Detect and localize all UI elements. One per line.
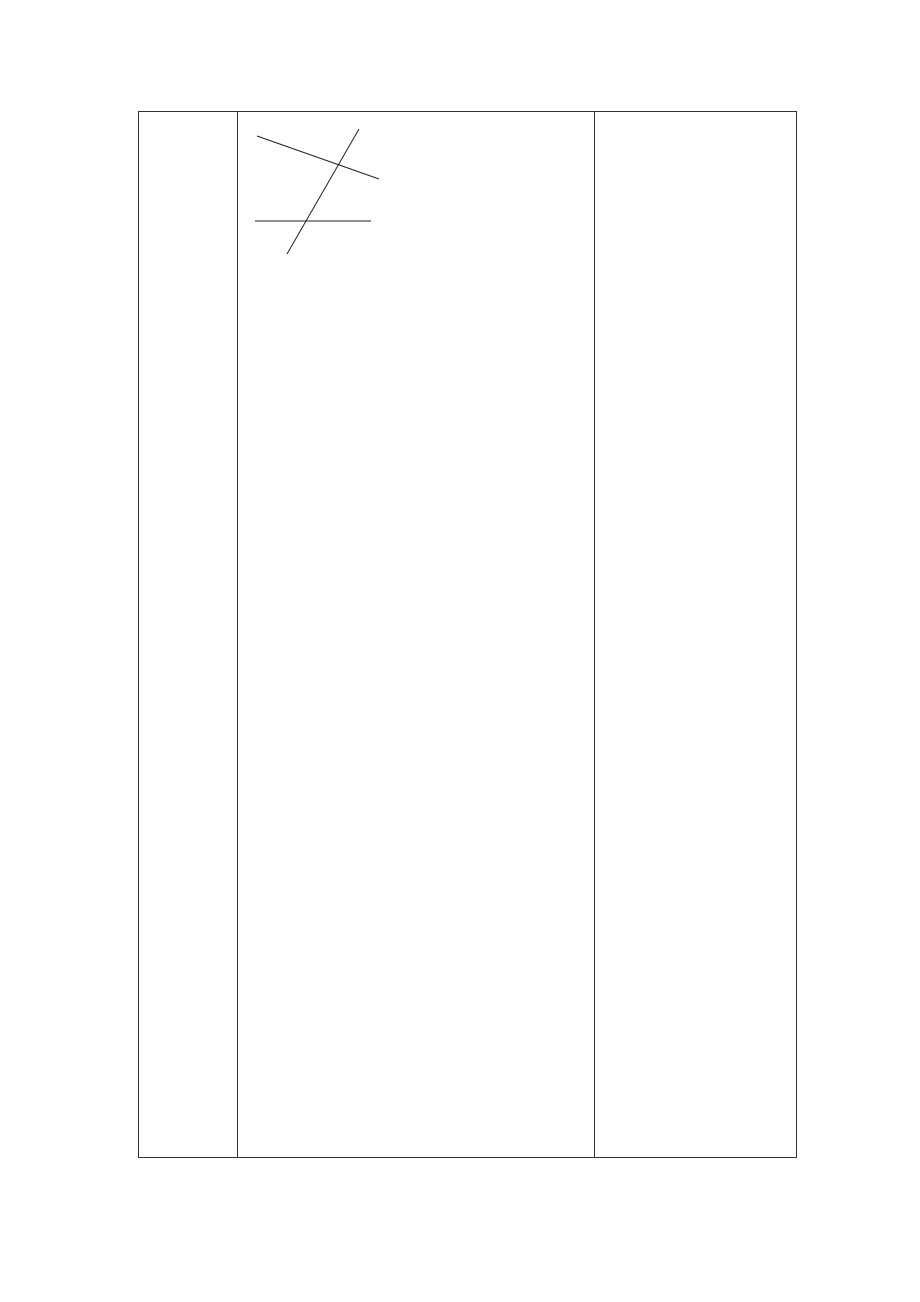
parallel-lines-diagram	[247, 116, 587, 266]
content-column	[238, 112, 595, 1157]
lesson-plan-table	[138, 111, 797, 1158]
content-text	[247, 116, 587, 266]
notes-column	[595, 112, 796, 1157]
label-column	[139, 112, 238, 1157]
line-a	[257, 136, 379, 179]
line-c	[287, 129, 359, 254]
